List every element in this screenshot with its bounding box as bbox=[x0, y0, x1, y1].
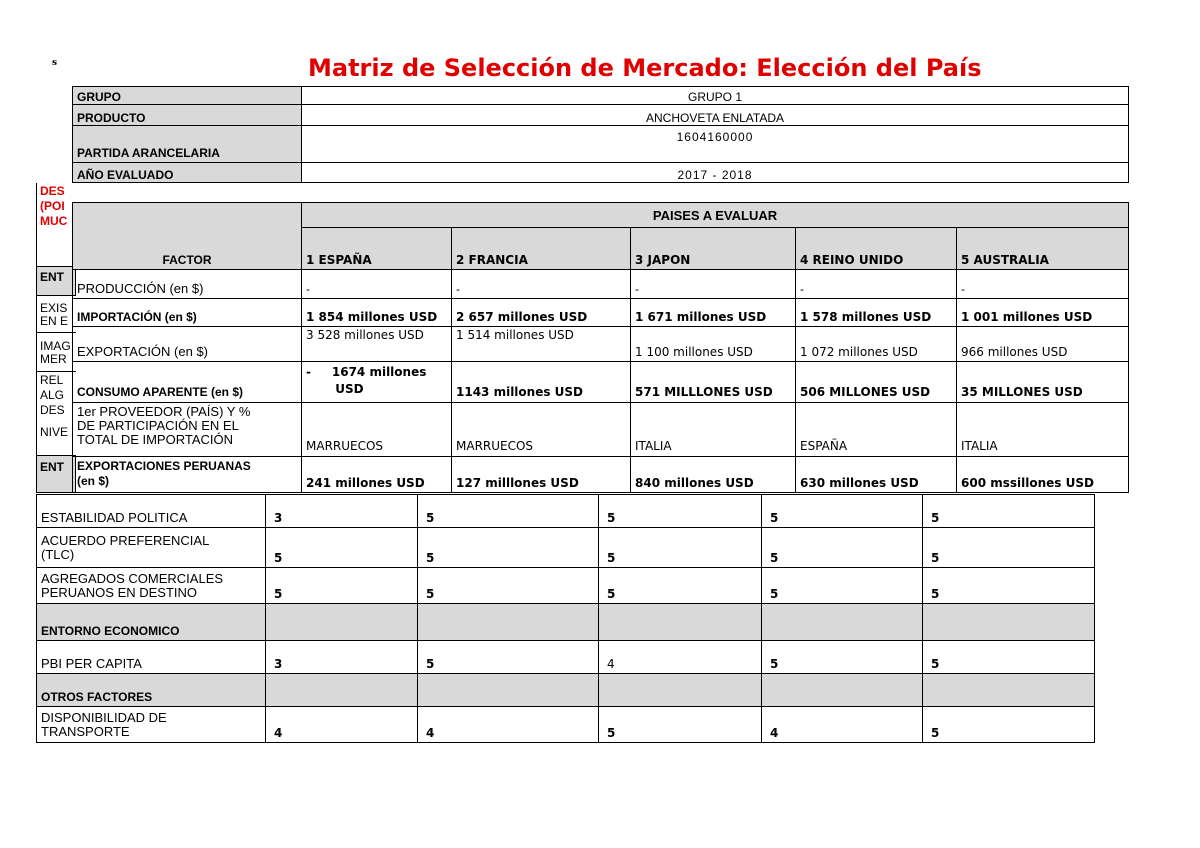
acuerdo-label-line2: (TLC) bbox=[41, 547, 75, 562]
agregados-label-line2: PERUANOS EN DESTINO bbox=[41, 585, 198, 600]
hidden-rel-3: DES bbox=[40, 403, 65, 417]
section-otros-cell-4 bbox=[761, 673, 923, 707]
row-produccion-val-1: - bbox=[301, 269, 452, 299]
anio-value-text: 2017 - 2018 bbox=[677, 168, 753, 182]
row-exportacion-val-3: 1 100 millones USD bbox=[630, 326, 796, 362]
lower-agregados-val-5: 5 bbox=[922, 567, 1095, 604]
lower-transporte-val-3: 5 bbox=[598, 706, 762, 743]
partida-value: 1604160000 bbox=[301, 125, 1129, 163]
row-importacion-val-4: 1 578 millones USD bbox=[795, 298, 957, 327]
lower-pbi-val-2: 5 bbox=[417, 640, 599, 674]
lower-transporte-val-4: 4 bbox=[761, 706, 923, 743]
country-header-2: 2 FRANCIA bbox=[451, 227, 631, 270]
consumo-dash: - bbox=[306, 365, 311, 379]
row-expperu-val-5: 600 mssillones USD bbox=[956, 456, 1129, 493]
lower-agregados-val-2: 5 bbox=[417, 567, 599, 604]
expperu-label-line2: (en $) bbox=[77, 474, 110, 488]
section-entorno-cell-1 bbox=[265, 603, 418, 641]
lower-acuerdo-val-3: 5 bbox=[598, 527, 762, 568]
producto-value-text: ANCHOVETA ENLATADA bbox=[645, 111, 785, 125]
hidden-imag-1: IMAG bbox=[40, 339, 71, 353]
row-proveedor-val-3: ITALIA bbox=[630, 402, 796, 457]
lower-transporte-val-1: 4 bbox=[265, 706, 418, 743]
hidden-niv: NIVE bbox=[40, 425, 69, 439]
producto-label: PRODUCTO bbox=[72, 104, 302, 126]
lower-pbi-val-4: 5 bbox=[761, 640, 923, 674]
partida-label: PARTIDA ARANCELARIA bbox=[72, 125, 302, 163]
factor-header bbox=[72, 202, 302, 270]
proveedor-label-line2: DE PARTICIPACIÓN EN EL bbox=[77, 418, 239, 433]
lower-transporte-label bbox=[36, 706, 266, 743]
row-expperu-val-1: 241 millones USD bbox=[301, 456, 452, 493]
section-otros-cell-5 bbox=[922, 673, 1095, 707]
row-importacion-label: IMPORTACIÓN (en $) bbox=[72, 298, 302, 327]
stray-mark: s bbox=[52, 58, 58, 68]
producto-value bbox=[301, 104, 1129, 126]
lower-transporte-val-2: 4 bbox=[417, 706, 599, 743]
section-otros-cell-3 bbox=[598, 673, 762, 707]
row-expperu-val-4: 630 millones USD bbox=[795, 456, 957, 493]
row-proveedor-val-1: MARRUECOS bbox=[301, 402, 452, 457]
consumo-es-line1: 1674 millones bbox=[331, 365, 427, 379]
row-proveedor-val-4: ESPAÑA bbox=[795, 402, 957, 457]
row-importacion-val-5: 1 001 millones USD bbox=[956, 298, 1129, 327]
grupo-value bbox=[301, 86, 1129, 105]
row-produccion-val-2: - bbox=[451, 269, 631, 299]
lower-pbi-val-5: 5 bbox=[922, 640, 1095, 674]
hidden-red-text-2: (POI bbox=[40, 199, 65, 213]
section-entorno-economico: ENTORNO ECONOMICO bbox=[36, 603, 266, 641]
acuerdo-label-line1: ACUERDO PREFERENCIAL bbox=[41, 533, 210, 548]
country-header-5: 5 AUSTRALIA bbox=[956, 227, 1129, 270]
hidden-ent-1: ENT bbox=[40, 270, 64, 284]
section-otros-factores: OTROS FACTORES bbox=[36, 673, 266, 707]
row-exportacion-val-5: 966 millones USD bbox=[956, 326, 1129, 362]
hidden-red-text-3: MUC bbox=[40, 214, 68, 228]
anio-label: AÑO EVALUADO bbox=[72, 162, 302, 183]
hidden-imag-2: MER bbox=[40, 352, 67, 366]
row-proveedor-val-5: ITALIA bbox=[956, 402, 1129, 457]
lower-pbi-val-3: 4 bbox=[598, 640, 762, 674]
lower-pbi-val-1: 3 bbox=[265, 640, 418, 674]
row-exportacion-label: EXPORTACIÓN (en $) bbox=[72, 326, 302, 362]
hidden-rel-1: REL bbox=[40, 373, 64, 387]
lower-pbi-label: PBI PER CAPITA bbox=[36, 640, 266, 674]
row-consumo-val-5: 35 MILLONES USD bbox=[956, 361, 1129, 403]
row-consumo-val-1 bbox=[301, 361, 452, 403]
section-otros-cell-1 bbox=[265, 673, 418, 707]
page-title: Matriz de Selección de Mercado: Elección del País bbox=[308, 54, 982, 82]
transporte-label-line1: DISPONIBILIDAD DE bbox=[41, 710, 167, 725]
lower-transporte-val-5: 5 bbox=[922, 706, 1095, 743]
country-header-3: 3 JAPON bbox=[630, 227, 796, 270]
paises-header-text: PAISES A EVALUAR bbox=[652, 207, 778, 223]
lower-agregados-label bbox=[36, 567, 266, 604]
row-exportacion-val-1: 3 528 millones USD bbox=[301, 326, 452, 362]
lower-agregados-val-1: 5 bbox=[265, 567, 418, 604]
lower-estabilidad-val-4: 5 bbox=[761, 494, 923, 528]
row-produccion-label: PRODUCCIÓN (en $) bbox=[72, 269, 302, 299]
lower-agregados-val-4: 5 bbox=[761, 567, 923, 604]
factor-header-text: FACTOR bbox=[162, 253, 212, 267]
country-header-4: 4 REINO UNIDO bbox=[795, 227, 957, 270]
transporte-label-line2: TRANSPORTE bbox=[41, 724, 130, 739]
lower-estabilidad-val-5: 5 bbox=[922, 494, 1095, 528]
row-importacion-val-3: 1 671 millones USD bbox=[630, 298, 796, 327]
hidden-exis-1: EXIS bbox=[40, 301, 68, 315]
lower-acuerdo-val-2: 5 bbox=[417, 527, 599, 568]
section-entorno-cell-2 bbox=[417, 603, 599, 641]
grupo-label: GRUPO bbox=[72, 86, 302, 105]
proveedor-label-line3: TOTAL DE IMPORTACIÓN bbox=[77, 432, 234, 447]
hidden-red-text-1: DES bbox=[40, 184, 65, 198]
row-consumo-val-2: 1143 millones USD bbox=[451, 361, 631, 403]
row-importacion-val-2: 2 657 millones USD bbox=[451, 298, 631, 327]
row-expperu-val-3: 840 millones USD bbox=[630, 456, 796, 493]
row-consumo-val-4: 506 MILLONES USD bbox=[795, 361, 957, 403]
section-otros-cell-2 bbox=[417, 673, 599, 707]
lower-acuerdo-val-1: 5 bbox=[265, 527, 418, 568]
lower-acuerdo-val-5: 5 bbox=[922, 527, 1095, 568]
row-expperu-val-2: 127 milllones USD bbox=[451, 456, 631, 493]
row-produccion-val-5: - bbox=[956, 269, 1129, 299]
lower-agregados-val-3: 5 bbox=[598, 567, 762, 604]
lower-estabilidad-label: ESTABILIDAD POLITICA bbox=[36, 494, 266, 528]
row-expperu-label bbox=[72, 456, 302, 493]
row-produccion-val-4: - bbox=[795, 269, 957, 299]
lower-estabilidad-val-1: 3 bbox=[265, 494, 418, 528]
hidden-rel-2: ALG bbox=[40, 388, 65, 402]
section-entorno-cell-3 bbox=[598, 603, 762, 641]
row-importacion-val-1: 1 854 millones USD bbox=[301, 298, 452, 327]
row-consumo-val-3: 571 MILLLONES USD bbox=[630, 361, 796, 403]
row-produccion-val-3: - bbox=[630, 269, 796, 299]
agregados-label-line1: AGREGADOS COMERCIALES bbox=[41, 571, 224, 586]
row-exportacion-val-2: 1 514 millones USD bbox=[451, 326, 631, 362]
row-proveedor-val-2: MARRUECOS bbox=[451, 402, 631, 457]
section-entorno-cell-4 bbox=[761, 603, 923, 641]
proveedor-label-line1: 1er PROVEEDOR (PAÍS) Y % bbox=[77, 404, 251, 419]
consumo-es-line2: USD bbox=[335, 382, 364, 396]
row-exportacion-val-4: 1 072 millones USD bbox=[795, 326, 957, 362]
section-entorno-cell-5 bbox=[922, 603, 1095, 641]
row-consumo-label: CONSUMO APARENTE (en $) bbox=[72, 361, 302, 403]
hidden-ent-2: ENT bbox=[40, 460, 64, 474]
paises-header bbox=[301, 202, 1129, 228]
lower-estabilidad-val-3: 5 bbox=[598, 494, 762, 528]
grupo-value-text: GRUPO 1 bbox=[687, 90, 742, 104]
anio-value bbox=[301, 162, 1129, 183]
lower-acuerdo-label bbox=[36, 527, 266, 568]
row-proveedor-label bbox=[72, 402, 302, 457]
lower-acuerdo-val-4: 5 bbox=[761, 527, 923, 568]
expperu-label-line1: EXPORTACIONES PERUANAS bbox=[77, 459, 251, 473]
country-header-1: 1 ESPAÑA bbox=[301, 227, 452, 270]
lower-estabilidad-val-2: 5 bbox=[417, 494, 599, 528]
hidden-exis-2: EN E bbox=[40, 314, 69, 328]
